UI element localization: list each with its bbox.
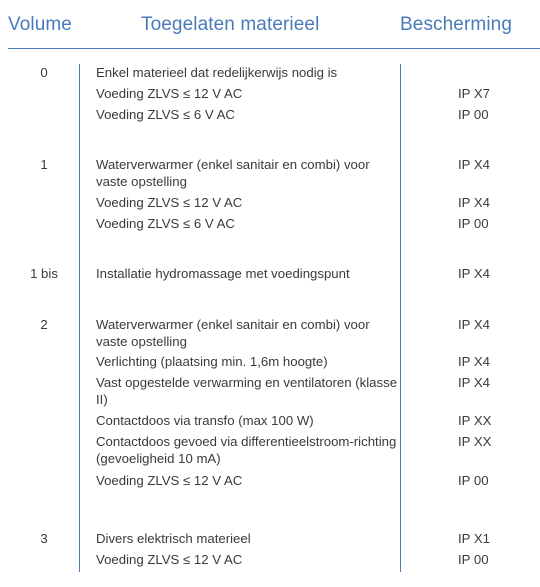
- header-volume: Volume: [8, 14, 72, 35]
- row-protection: IP X4: [458, 266, 491, 281]
- header-material: Toegelaten materieel: [141, 14, 320, 35]
- header-divider: [8, 48, 540, 49]
- row-protection: IP X4: [458, 157, 491, 172]
- header-protection: Bescherming: [400, 14, 512, 35]
- row-material: Waterverwarmer (enkel sanitair en combi) voor vaste opstelling: [96, 317, 370, 349]
- row-protection: IP 00: [458, 552, 489, 567]
- row-material: Voeding ZLVS ≤ 12 V AC: [96, 195, 243, 210]
- row-protection: IP XX: [458, 434, 492, 449]
- row-material: Voeding ZLVS ≤ 12 V AC: [96, 552, 243, 567]
- row-material: Verlichting (plaatsing min. 1,6m hoogte): [96, 354, 328, 369]
- column-divider-right: [400, 64, 401, 572]
- row-material: Voeding ZLVS ≤ 6 V AC: [96, 107, 235, 122]
- row-material: Contactdoos gevoed via differentieelstroom-richting (gevoeligheid 10 mA): [96, 434, 397, 466]
- column-divider-left: [79, 64, 80, 572]
- row-protection: IP X4: [458, 354, 491, 369]
- row-material: Waterverwarmer (enkel sanitair en combi) voor vaste opstelling: [96, 157, 370, 189]
- row-protection: IP X4: [458, 317, 491, 332]
- row-material: Voeding ZLVS ≤ 12 V AC: [96, 473, 243, 488]
- row-protection: IP X4: [458, 375, 491, 390]
- row-material: Voeding ZLVS ≤ 6 V AC: [96, 216, 235, 231]
- row-volume: 3: [40, 531, 48, 546]
- row-protection: IP 00: [458, 473, 489, 488]
- row-material: Divers elektrisch materieel: [96, 531, 251, 546]
- row-protection: IP X1: [458, 531, 491, 546]
- row-protection: IP XX: [458, 413, 492, 428]
- row-volume: 1: [40, 157, 48, 172]
- row-protection: IP X7: [458, 86, 491, 101]
- row-protection: IP 00: [458, 216, 489, 231]
- row-material: Installatie hydromassage met voedingspunt: [96, 266, 350, 281]
- row-protection: IP 00: [458, 107, 489, 122]
- row-material: Vast opgestelde verwarming en ventilatoren (klasse II): [96, 375, 398, 407]
- row-material: Enkel materieel dat redelijkerwijs nodig is: [96, 65, 338, 80]
- row-protection: IP X4: [458, 195, 491, 210]
- row-material: Voeding ZLVS ≤ 12 V AC: [96, 86, 243, 101]
- row-material: Contactdoos via transfo (max 100 W): [96, 413, 314, 428]
- row-volume: 0: [40, 65, 48, 80]
- row-volume: 1 bis: [30, 266, 58, 281]
- row-volume: 2: [40, 317, 48, 332]
